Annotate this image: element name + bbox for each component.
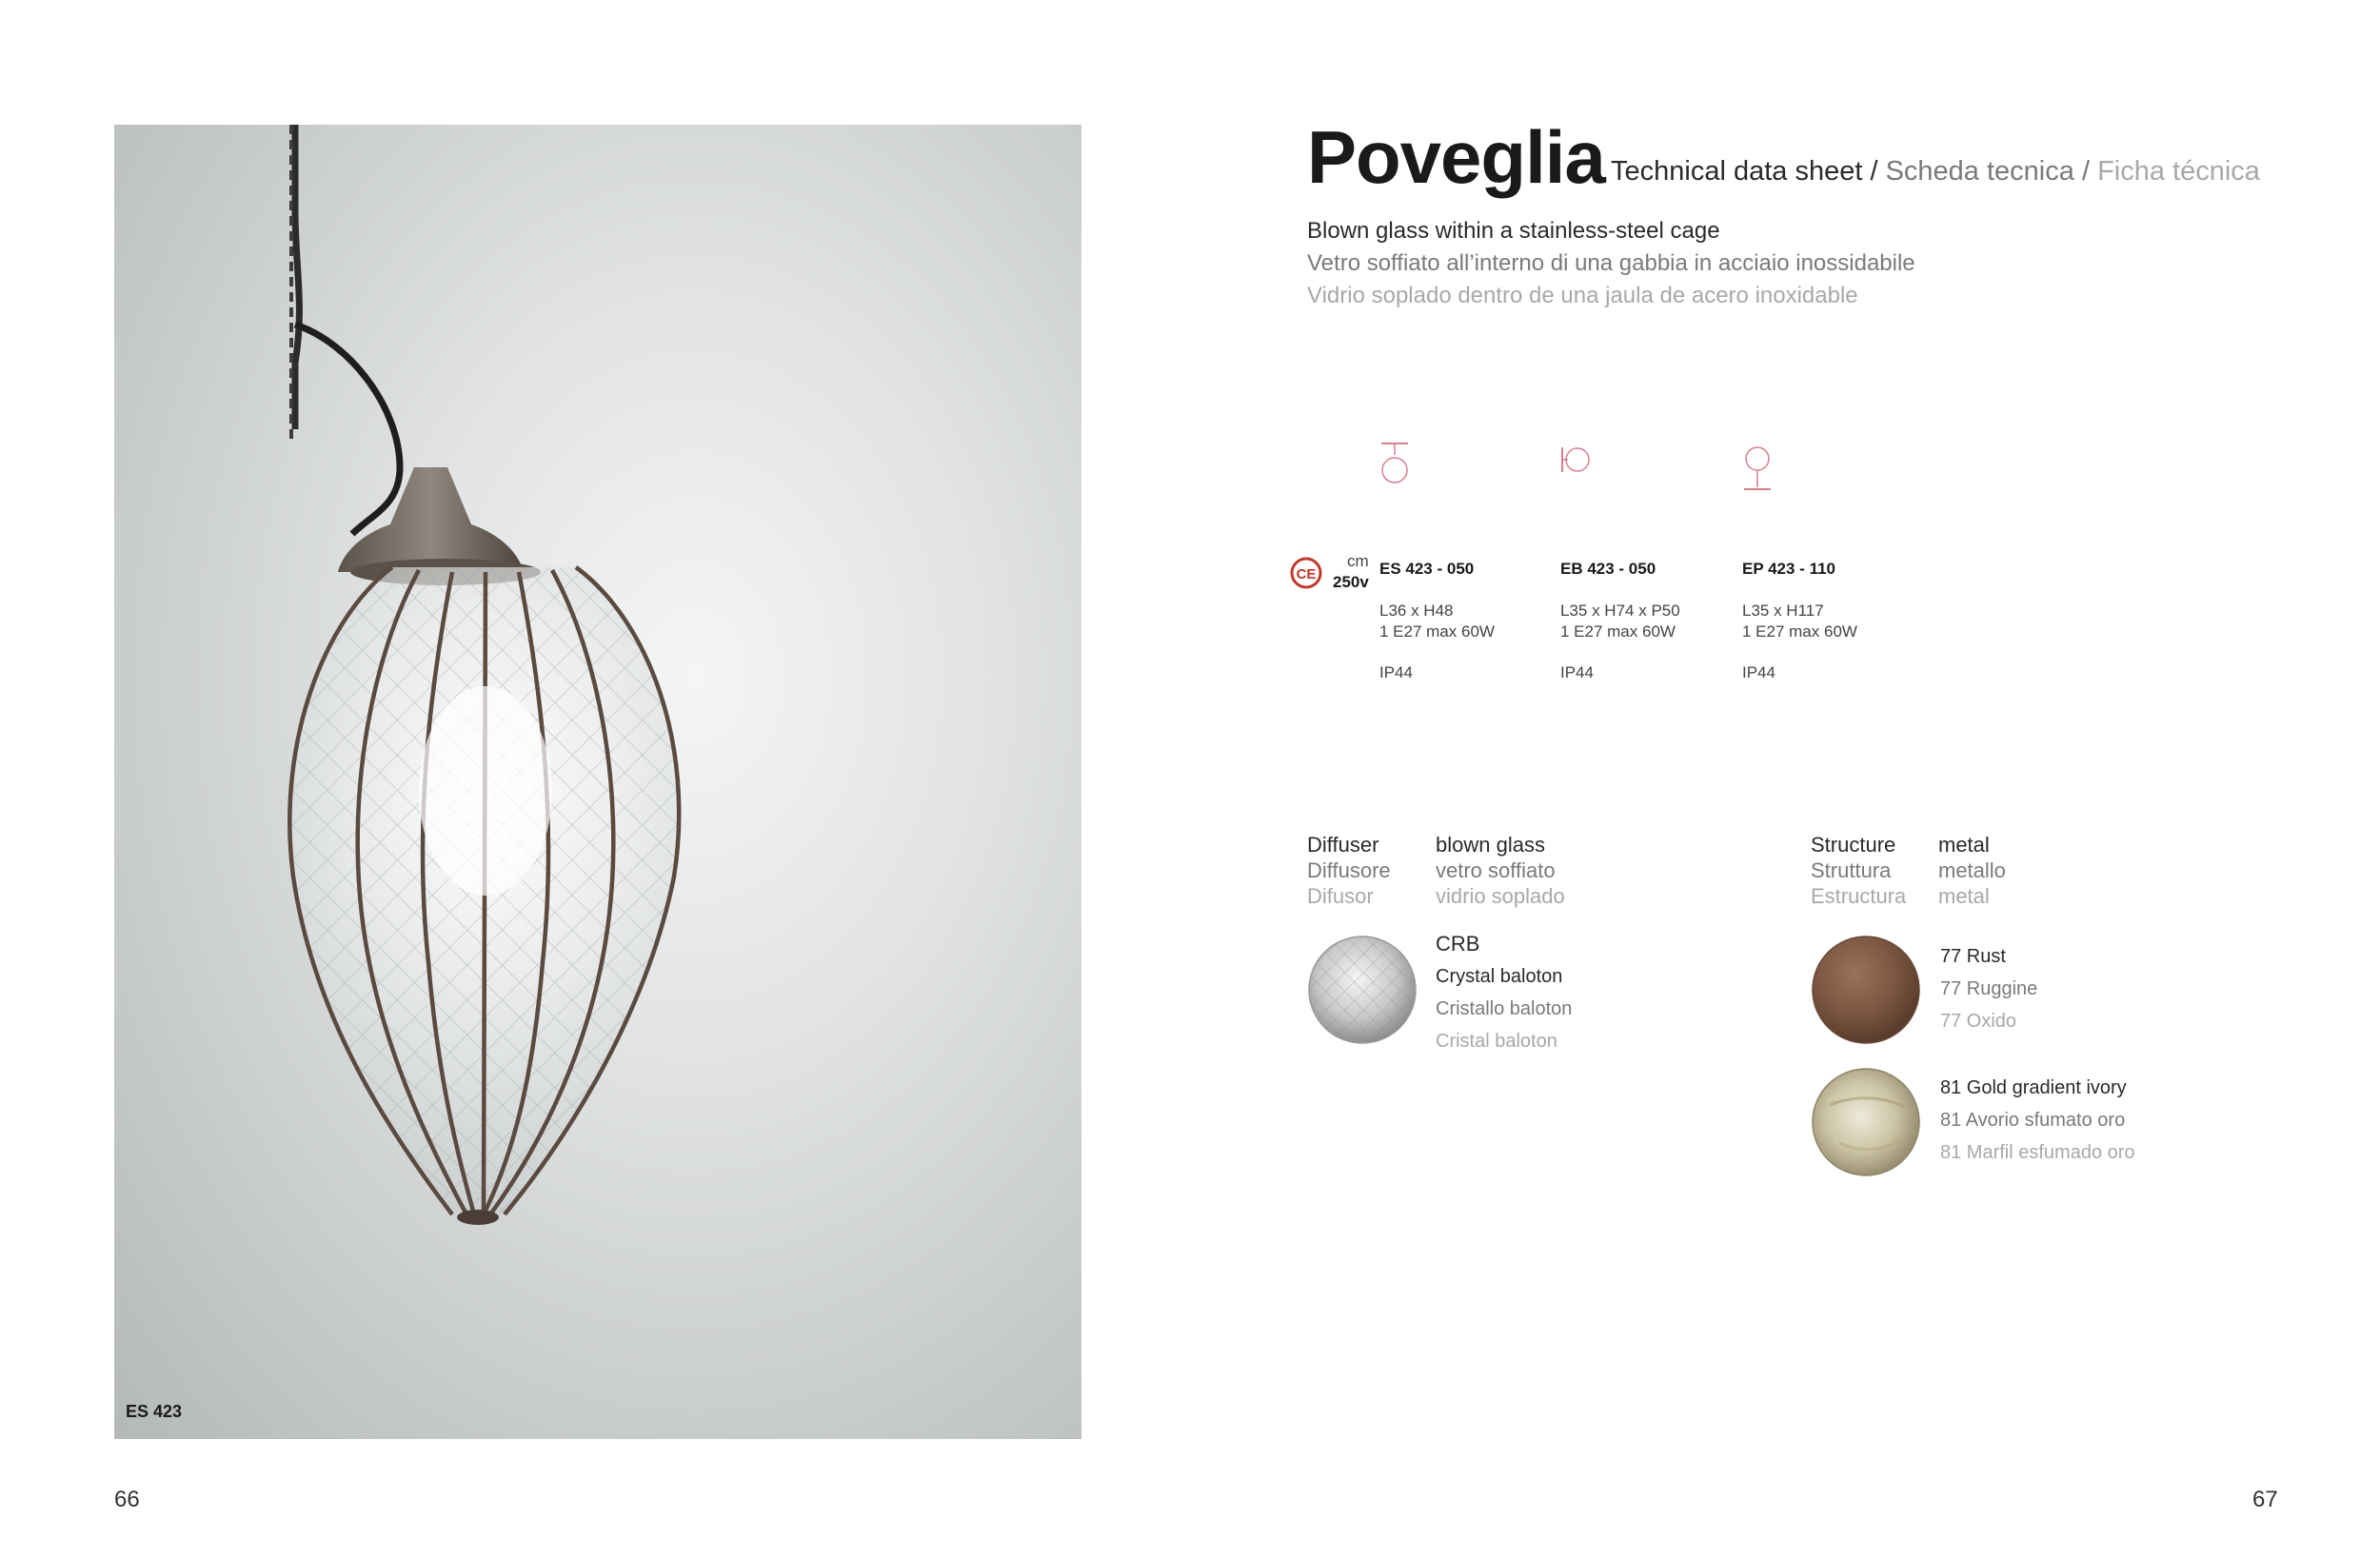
finish-name-en: 81 Gold gradient ivory	[1940, 1077, 2127, 1098]
subtitle-it: Scheda tecnica	[1885, 156, 2074, 187]
structure-label-es: Estructura	[1811, 884, 1907, 908]
variant-eb-423	[1560, 436, 1732, 682]
wall-lamp-icon	[1560, 436, 1732, 493]
variant-ep-423	[1742, 436, 1914, 682]
variant-dimensions: L36 x H48	[1379, 602, 1454, 620]
variant-dimensions: L35 x H117	[1742, 602, 1824, 620]
crb-swatch	[1307, 935, 1418, 1045]
variant-es-423	[1379, 436, 1551, 682]
product-title: Poveglia	[1307, 115, 1605, 199]
finish-code: CRB	[1436, 932, 1480, 956]
subtitle-en: Technical data sheet	[1611, 156, 1863, 187]
product-photo	[114, 125, 1081, 1439]
diffuser-value-it: vetro soffiato	[1436, 858, 1556, 882]
structure-label-it: Struttura	[1811, 858, 1892, 882]
finish-name-es: 81 Marfil esfumado oro	[1940, 1142, 2135, 1163]
structure-value-it: metallo	[1938, 858, 2006, 882]
ce-mark-icon	[1289, 556, 1323, 590]
page-number-right: 67	[2252, 1487, 2278, 1512]
variant-bulb: 1 E27 max 60W	[1742, 622, 1857, 641]
rust-swatch	[1811, 935, 1921, 1045]
variant-ip: IP44	[1742, 663, 1775, 681]
subtitle-separator: /	[1862, 156, 1886, 187]
variant-code: EB 423 - 050	[1560, 560, 1656, 578]
pendant-lamp-illustration	[114, 125, 1081, 1439]
crb-finish	[1436, 928, 1572, 1057]
structure-value-en: metal	[1938, 833, 1990, 857]
finish-name-es: 77 Oxido	[1940, 1011, 2017, 1032]
gold-ivory-swatch	[1811, 1067, 1921, 1177]
rust-finish	[1940, 940, 2037, 1037]
diffuser-label-es: Difusor	[1307, 884, 1374, 908]
description-it: Vetro soffiato all’interno di una gabbia in acciaio inossidabile	[1307, 250, 1915, 276]
svg-text:CE: CE	[1296, 566, 1317, 582]
floor-lamp-icon	[1742, 436, 1914, 493]
voltage-label: 250v	[1333, 573, 1369, 591]
diffuser-value	[1436, 832, 1565, 909]
variant-bulb: 1 E27 max 60W	[1560, 622, 1676, 641]
finish-name-it: 77 Ruggine	[1940, 978, 2038, 999]
variant-code: EP 423 - 110	[1742, 560, 1835, 578]
structure-label	[1811, 832, 1906, 909]
product-description	[1307, 215, 1915, 312]
unit-label: cm	[1347, 552, 1369, 570]
variant-ip: IP44	[1560, 663, 1594, 681]
variant-code: ES 423 - 050	[1379, 560, 1475, 578]
structure-value	[1938, 832, 2006, 909]
subtitle-separator: /	[2073, 156, 2098, 187]
description-es: Vidrio soplado dentro de una jaula de acero inoxidable	[1307, 283, 1858, 308]
variant-ip: IP44	[1379, 663, 1413, 681]
finish-name-en: 77 Rust	[1940, 946, 2006, 967]
variant-dimensions: L35 x H74 x P50	[1560, 602, 1680, 620]
photo-caption: ES 423	[126, 1402, 183, 1421]
subtitle-es: Ficha técnica	[2097, 156, 2260, 187]
diffuser-value-en: blown glass	[1436, 833, 1545, 857]
diffuser-label-it: Diffusore	[1307, 858, 1391, 882]
structure-value-es: metal	[1938, 884, 1990, 908]
finish-name-it: 81 Avorio sfumato oro	[1940, 1110, 2126, 1131]
finish-name-it: Cristallo baloton	[1436, 998, 1573, 1019]
chain	[295, 125, 299, 429]
diffuser-label	[1307, 832, 1391, 909]
variant-bulb: 1 E27 max 60W	[1379, 622, 1495, 641]
finish-name-es: Cristal baloton	[1436, 1031, 1557, 1052]
suspension-lamp-icon	[1379, 436, 1551, 493]
page-number-left: 66	[114, 1487, 140, 1512]
finish-name-en: Crystal baloton	[1436, 966, 1563, 987]
structure-label-en: Structure	[1811, 833, 1896, 857]
diffuser-value-es: vidrio soplado	[1436, 884, 1565, 908]
page-subtitle	[1611, 158, 2260, 186]
gold-ivory-finish	[1940, 1072, 2135, 1169]
diffuser-label-en: Diffuser	[1307, 833, 1379, 857]
cable	[295, 325, 400, 534]
description-en: Blown glass within a stainless-steel cage	[1307, 218, 1720, 244]
